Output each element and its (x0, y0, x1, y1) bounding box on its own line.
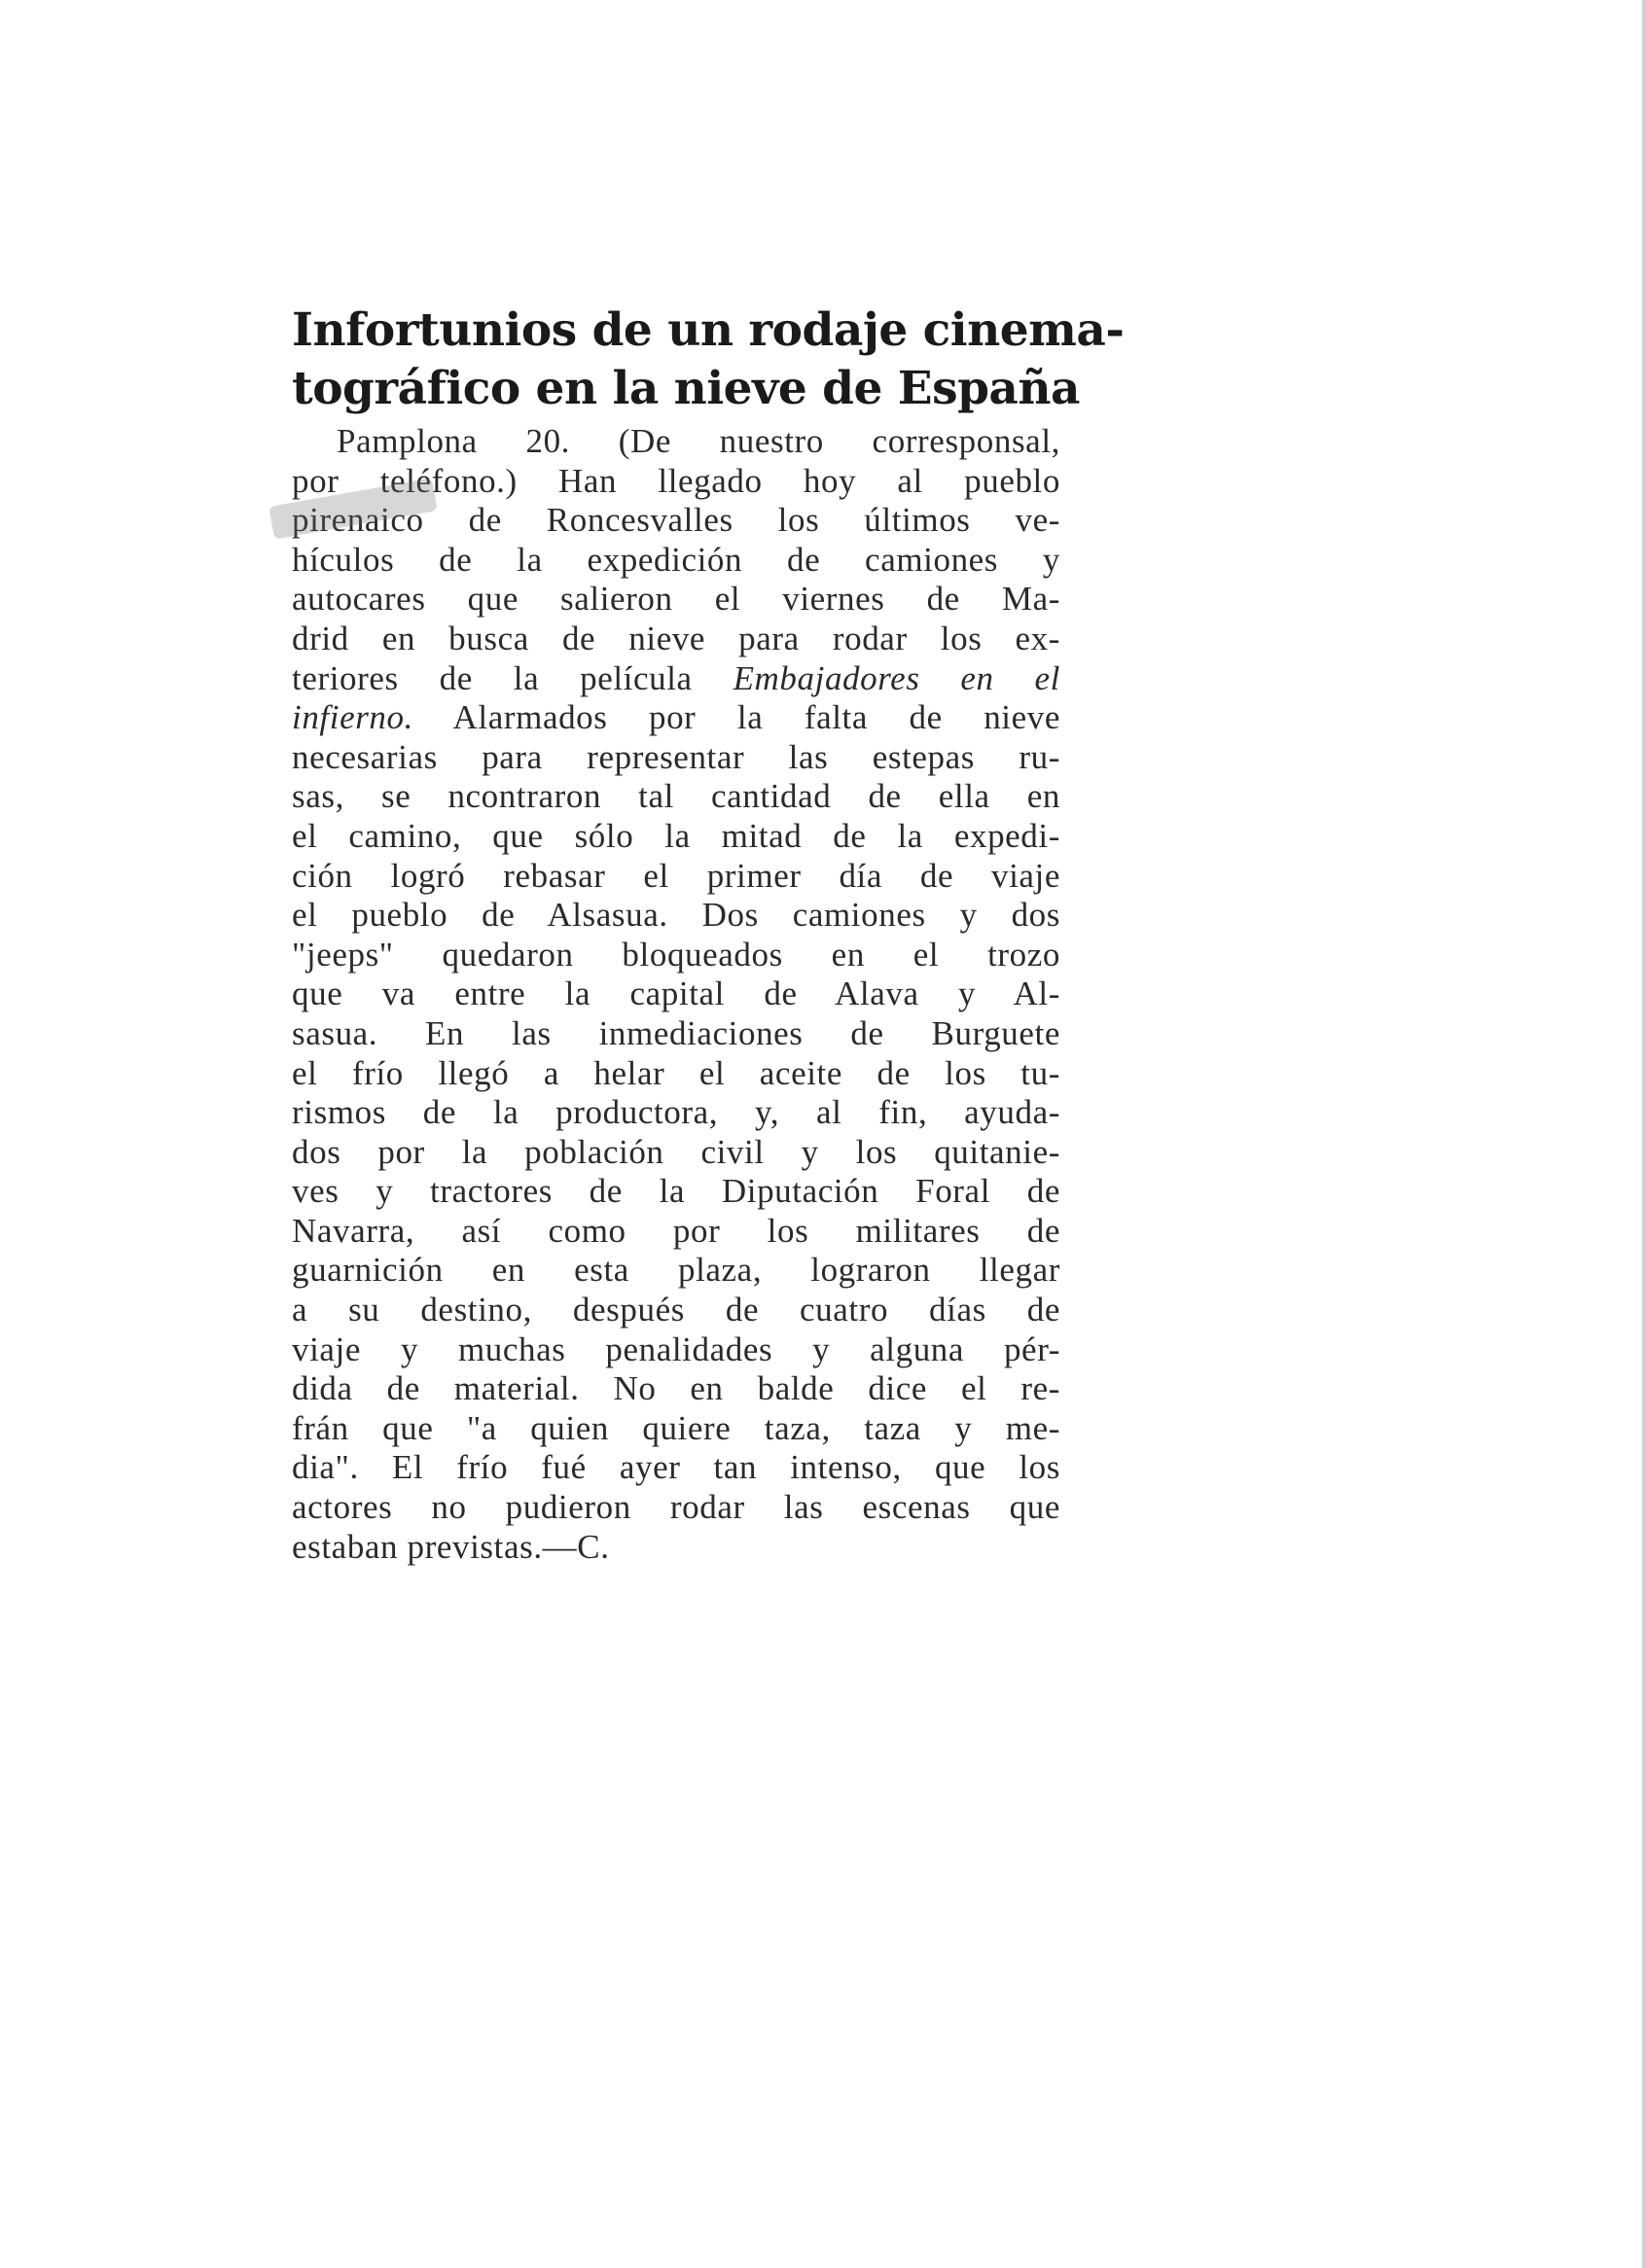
body-line: infierno. Alarmados por la falta de nieve (292, 698, 1060, 737)
body-line: frán que "a quien quiere taza, taza y me- (292, 1408, 1060, 1447)
article-body (292, 422, 1060, 1567)
body-line: rismos de la productora, y, al fin, ayuda- (292, 1093, 1060, 1132)
body-line: viaje y muchas penalidades y alguna pér- (292, 1329, 1060, 1368)
body-line: dia". El frío fué ayer tan intenso, que los (292, 1448, 1060, 1487)
body-line: teriores de la película Embajadores en el (292, 658, 1061, 697)
body-line: a su destino, después de cuatro días de (292, 1291, 1060, 1329)
body-line: sas, se ncontraron tal cantidad de ella en (292, 777, 1060, 816)
page-edge (1642, 0, 1646, 2268)
article-headline (292, 301, 1125, 418)
body-line: estaban previstas.—C. (292, 1527, 610, 1566)
body-line: ves y tractores de la Diputación Foral de (292, 1172, 1060, 1211)
body-line: ción logró rebasar el primer día de viaje (292, 856, 1060, 895)
body-line: que va entre la capital de Alava y Al- (292, 975, 1060, 1013)
body-line: dida de material. No en balde dice el re- (292, 1369, 1060, 1408)
newspaper-clipping (292, 301, 1125, 1567)
body-line: Navarra, así como por los militares de (292, 1211, 1060, 1250)
body-line: dos por la población civil y los quitanie- (292, 1132, 1060, 1171)
body-line: drid en busca de nieve para rodar los ex- (292, 619, 1060, 657)
body-line: el pueblo de Alsasua. Dos camiones y dos (292, 896, 1060, 935)
body-line: "jeeps" quedaron bloqueados en el trozo (292, 935, 1060, 974)
headline-line-1: Infortunios de un rodaje cinema- (292, 303, 1125, 357)
body-line: el camino, que sólo la mitad de la expedi- (292, 816, 1060, 855)
film-title: infierno. (292, 698, 413, 737)
body-line: por teléfono.) Han llegado hoy al pueblo (292, 461, 1060, 500)
body-line: hículos de la expedición de camiones y (292, 540, 1060, 579)
body-line: autocares que salieron el viernes de Ma- (292, 580, 1060, 619)
film-title: Embajadores en el (733, 658, 1061, 697)
body-line: actores no pudieron rodar las escenas que (292, 1488, 1060, 1527)
body-line: Pamplona 20. (De nuestro corresponsal, (337, 422, 1060, 460)
body-line: pirenaico de Roncesvalles los últimos ve- (292, 501, 1060, 540)
headline-line-2: tográfico en la nieve de España (292, 362, 1081, 415)
body-line: necesarias para representar las estepas ru- (292, 737, 1060, 776)
body-line: guarnición en esta plaza, lograron llegar (292, 1251, 1060, 1290)
body-line: sasua. En las inmediaciones de Burguete (292, 1013, 1060, 1052)
body-line: el frío llegó a helar el aceite de los tu- (292, 1053, 1060, 1092)
